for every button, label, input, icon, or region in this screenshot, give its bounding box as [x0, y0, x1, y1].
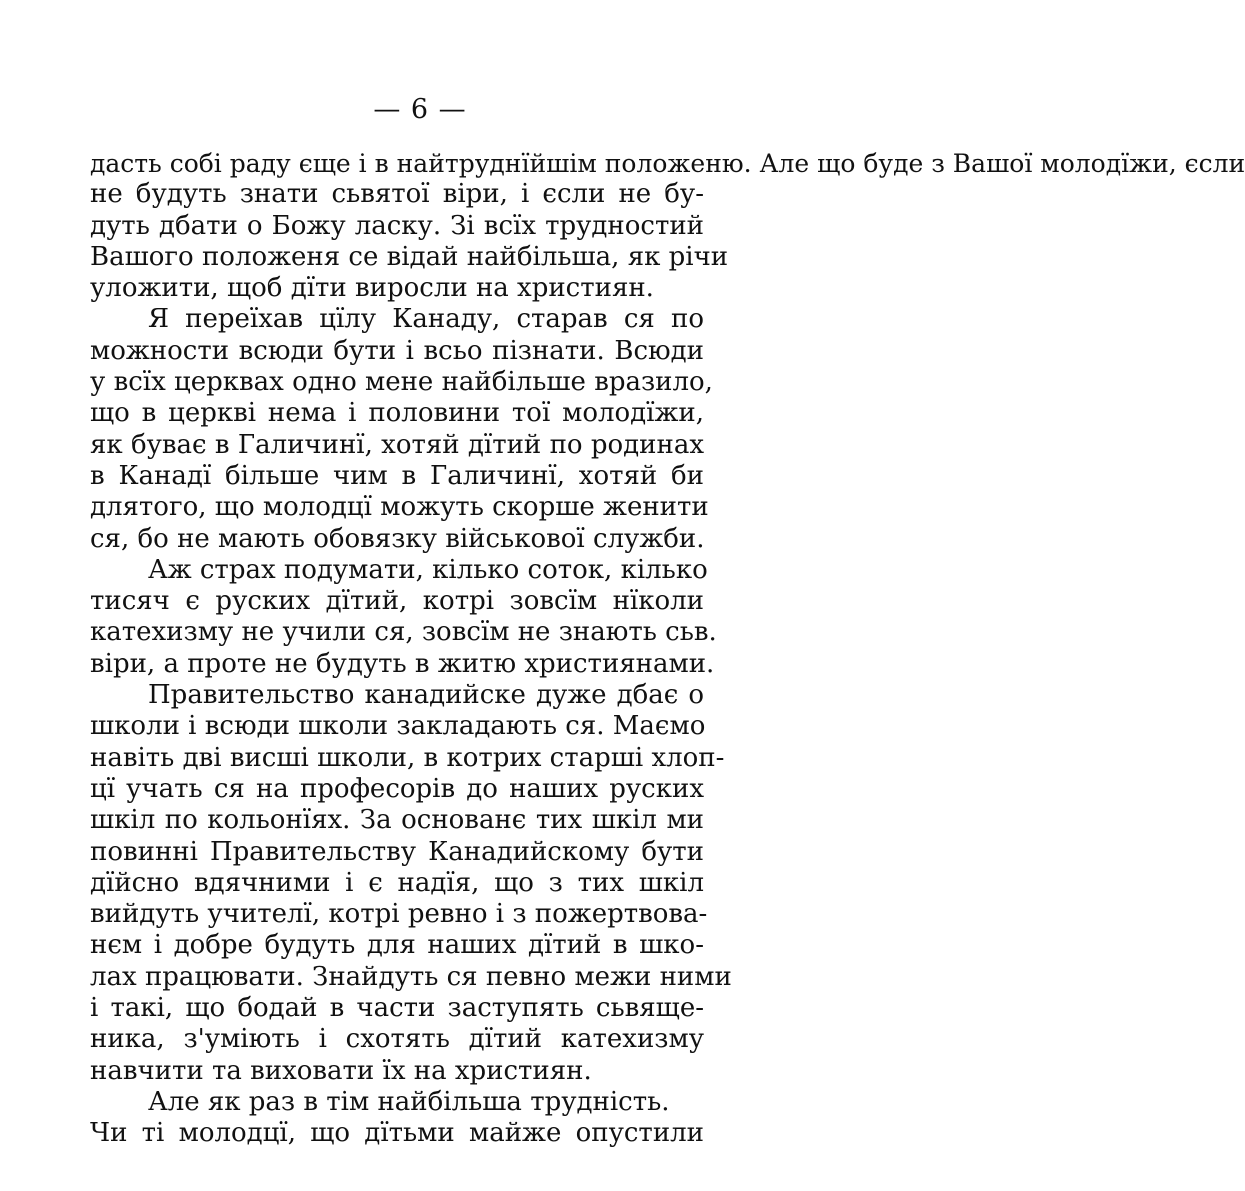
- text-line: навчити та виховати їх на християн.: [90, 1055, 592, 1086]
- text-line: можности всюди бути і всьо пізнати. Всюди: [90, 335, 704, 366]
- text-line: повинні Правительству Канадийскому бути: [90, 836, 704, 867]
- text-line: цї учать ся на професорів до наших руских: [90, 773, 704, 804]
- text-line: ника, з'уміють і схотять дїтий катехизму: [90, 1024, 704, 1055]
- text-line: Вашого положеня се відай найбільша, як річи: [90, 241, 729, 272]
- text-line: катехизму не учили ся, зовсїм не знають сьв.: [90, 617, 717, 648]
- text-line: школи і всюди школи закладають ся. Маємо: [90, 711, 706, 742]
- text-line: тисяч є руских дїтий, котрі зовсїм нїколи: [90, 586, 704, 617]
- text-line: Чи ті молодцї, що дїтьми майже опустили: [90, 1118, 704, 1149]
- text-line: Я переїхав цїлу Канаду, старав ся по: [148, 304, 704, 335]
- text-line: дуть дбати о Божу ласку. Зі всїх трудностий: [90, 210, 704, 241]
- text-line: длятого, що молодцї можуть скорше женити: [90, 492, 709, 523]
- page-text: [90, 148, 1245, 1150]
- text-line: навіть дві висші школи, в котрих старші хлоп-: [90, 742, 725, 773]
- text-line: нєм і добре будуть для наших дїтий в шко-: [90, 930, 704, 961]
- text-line: у всїх церквах одно мене найбільше вразило,: [90, 367, 713, 398]
- text-line: не будуть знати сьвятої віри, і єсли не бу-: [90, 179, 704, 210]
- text-line: шкіл по кольонїях. За основанє тих шкіл ми: [90, 805, 704, 836]
- text-line: як буває в Галичинї, хотяй дїтий по родинах: [90, 429, 704, 460]
- text-line: що в церкві нема і половини тої молодїжи,: [90, 398, 704, 429]
- text-line: Аж страх подумати, кілько соток, кілько: [148, 554, 708, 585]
- text-line: ся, бо не мають обовязку військової служби.: [90, 523, 705, 554]
- text-line: дїйсно вдячними і є надїя, що з тих шкіл: [90, 867, 704, 898]
- text-line: віри, а проте не будуть в житю християнами.: [90, 648, 715, 679]
- text-line: уложити, щоб дїти виросли на християн.: [90, 273, 654, 304]
- text-line: Правительство канадийске дуже дбає о: [148, 680, 704, 711]
- text-line: і такі, що бодай в части заступять сьвяще-: [90, 993, 704, 1024]
- page-number: — 6 —: [373, 94, 467, 125]
- text-line: в Канадї більше чим в Галичинї, хотяй би: [90, 460, 704, 491]
- text-line: лах працювати. Знайдуть ся певно межи ними: [90, 961, 732, 992]
- text-line: Але як раз в тім найбільша трудність.: [148, 1086, 670, 1117]
- text-line: вийдуть учителї, котрі ревно і з пожертвова-: [90, 899, 708, 930]
- text-line: дасть собі раду єще і в найтруднїйшім положеню. Але що буде з Вашої молодїжи, єсли: [90, 149, 1245, 178]
